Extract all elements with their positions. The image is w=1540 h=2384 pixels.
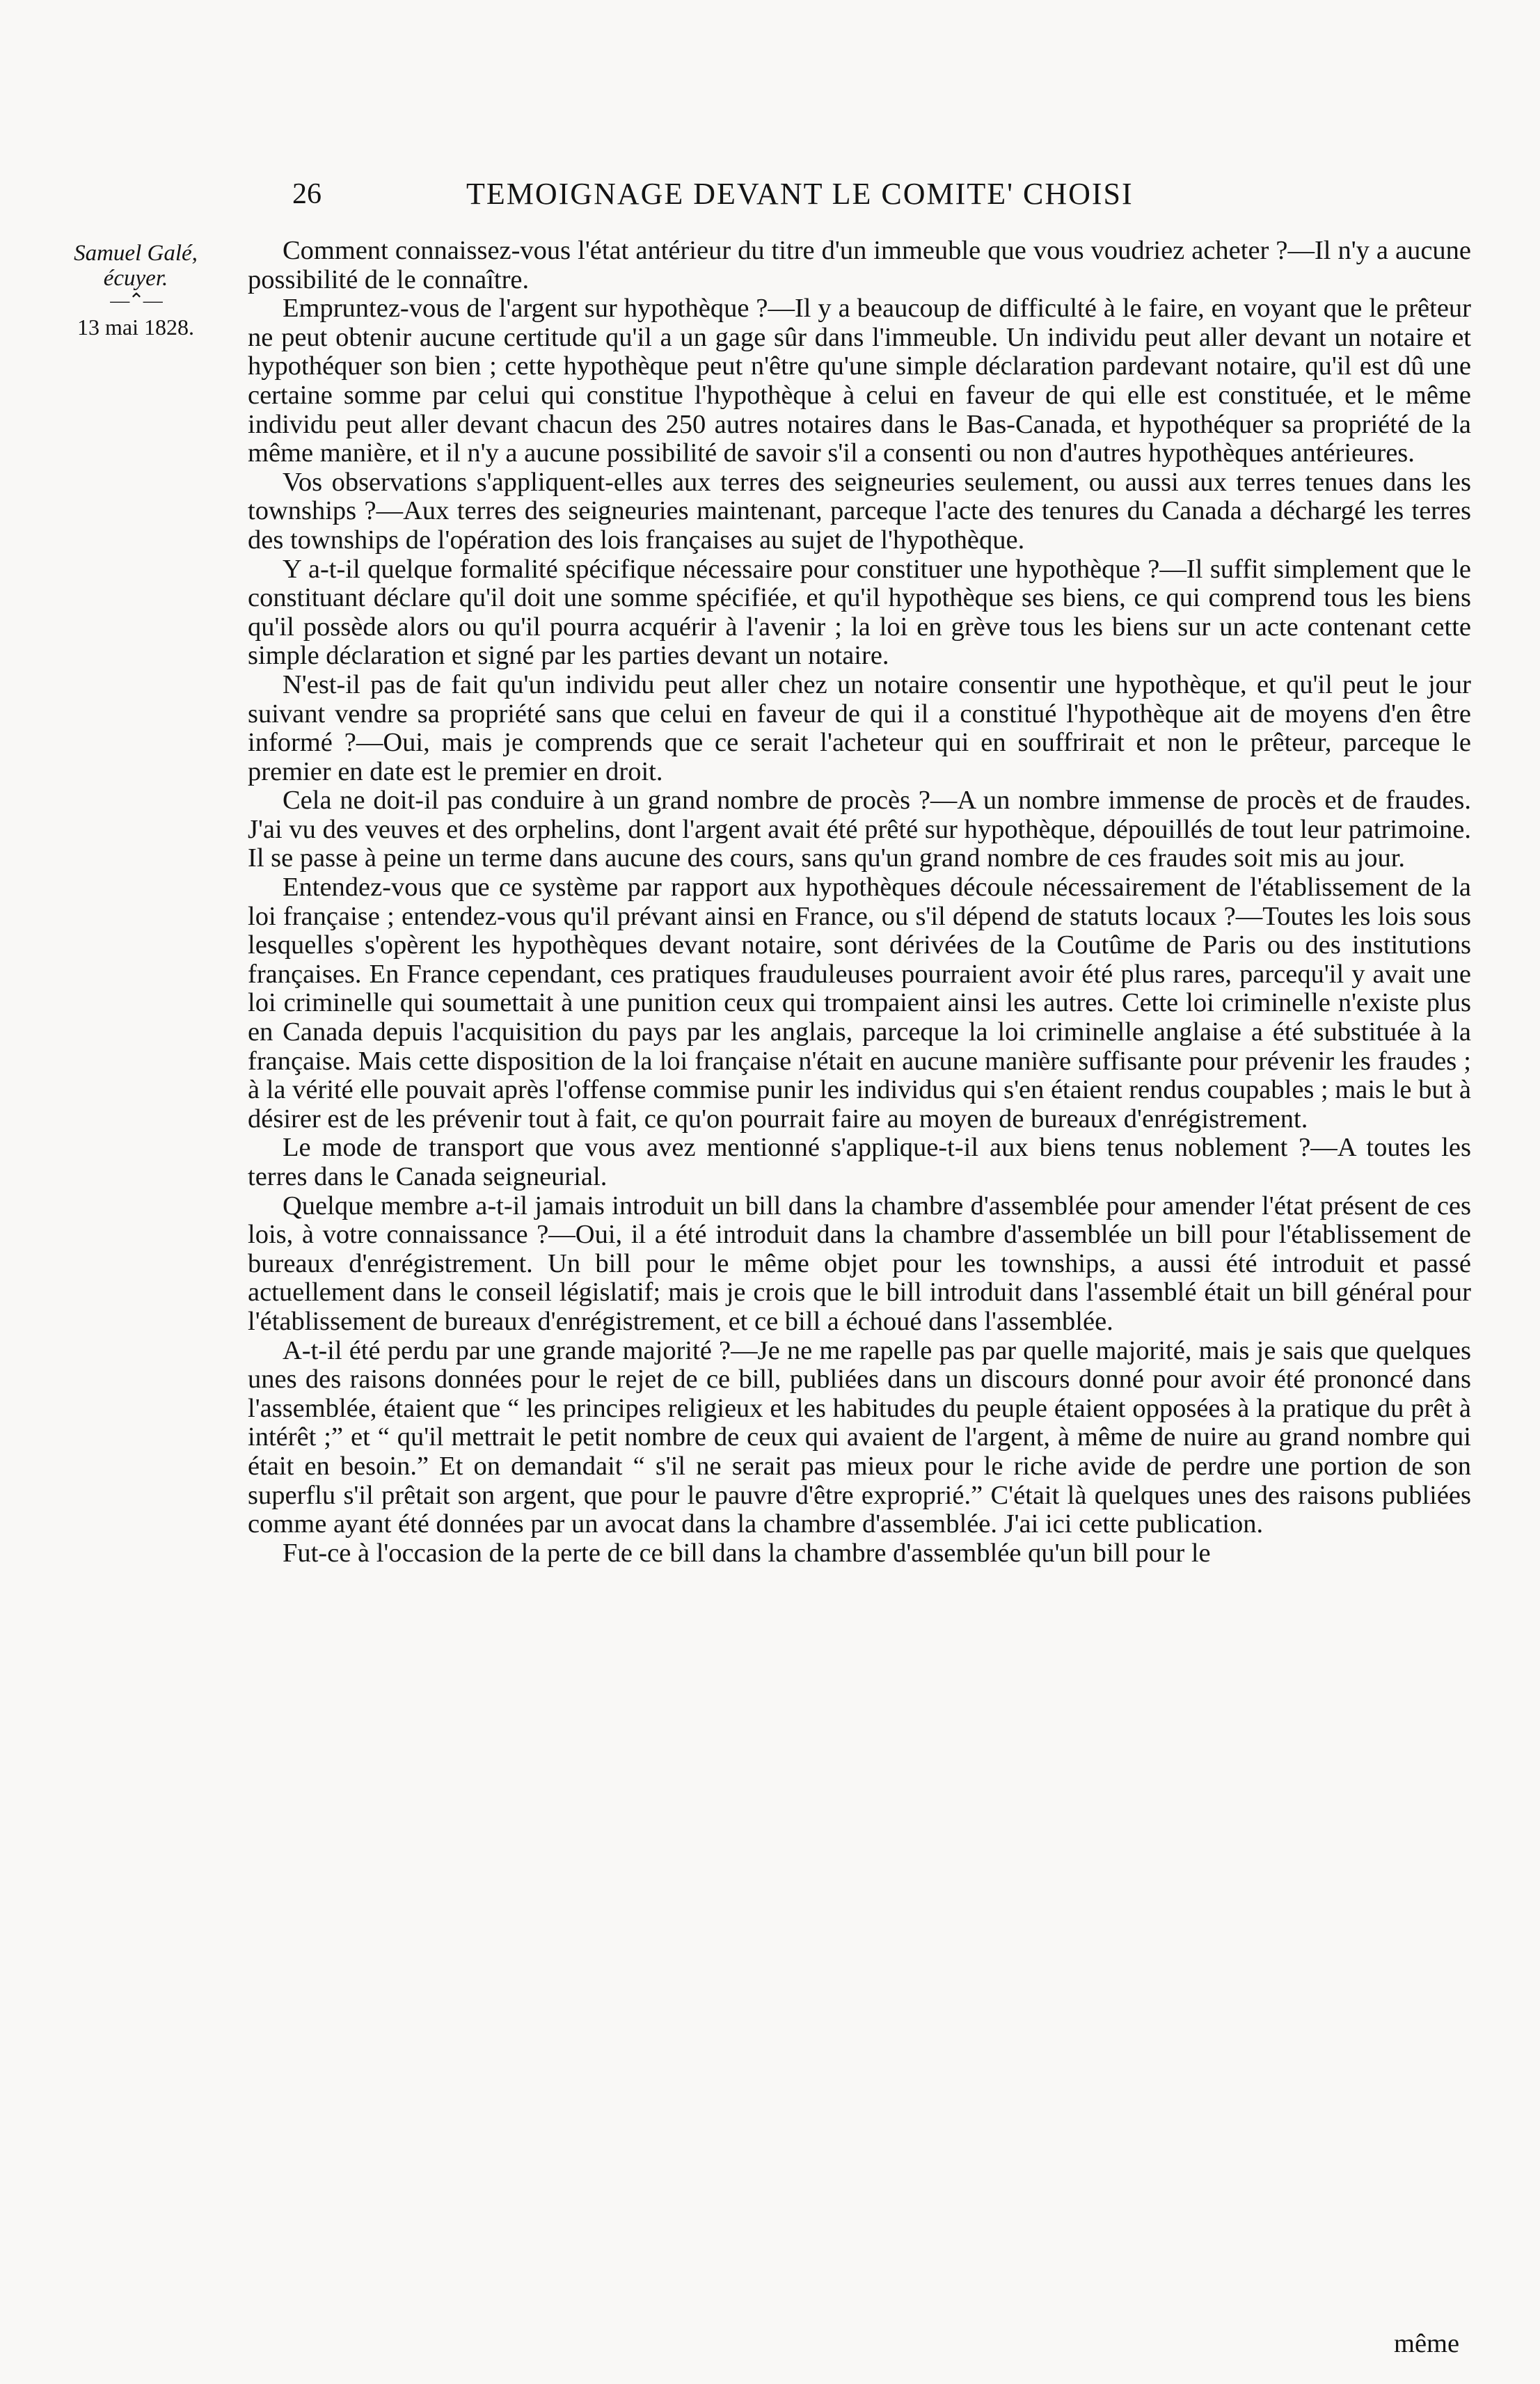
page-header [0, 170, 1540, 218]
paragraph: Le mode de transport que vous avez mentionné s'applique-t-il aux biens tenus noblement ?—A toutes les terres dans le Canada seigneurial. [248, 1133, 1471, 1191]
margin-rule: —⌃— [110, 290, 161, 312]
running-title: TEMOIGNAGE DEVANT LE COMITE' CHOISI [466, 177, 1134, 211]
paragraph: Quelque membre a-t-il jamais introduit un bill dans la chambre d'assemblée pour amender l'état présent de ces lois, à votre connaissance ?—Oui, il a été introduit dans la chambre d'assemblée un bill pour l'établissement de bureaux d'enrégistrement. Un bill pour le même objet pour les townships, a aussi été introduit et passé actuellement dans le conseil législatif; mais je crois que le bill introduit dans l'assemblé était un bill général pour l'établissement de bureaux d'enrégistrement, et ce bill a échoué dans l'assemblée. [248, 1191, 1471, 1336]
body-text [248, 237, 1471, 1568]
paragraph: Vos observations s'appliquent-elles aux terres des seigneuries seulement, ou aussi aux terres tenues dans les townships ?—Aux terres des seigneuries maintenant, parceque l'acte des tenures du Canada a déchargé les terres des townships de l'opération des lois françaises au sujet de l'hypothèque. [248, 467, 1471, 555]
paragraph: A-t-il été perdu par une grande majorité ?—Je ne me rapelle pas par quelle majorité, mais je sais que quelques unes des raisons données pour le rejet de ce bill, publiées dans un discours donné pour avoir été prononcé dans l'assemblée, étaient que “ les principes religieux et les habitudes du peuple étaient opposées à la pratique du prêt à intérêt ;” et “ qu'il mettrait le petit nombre de ceux qui avaient de l'argent, à même de nuire au grand nombre qui était en besoin.” Et on demandait “ s'il ne serait pas mieux pour le riche avide de perdre une portion de son superflu s'il prêtait son argent, que pour le pauvre d'être exproprié.” C'était là quelques unes des raisons publiées comme ayant été données par un avocat dans la chambre d'assemblée. J'ai ici cette publication. [248, 1335, 1471, 1539]
paragraph: Y a-t-il quelque formalité spécifique nécessaire pour constituer une hypothèque ?—Il suffit simplement que le constituant déclare qu'il doit une somme spécifiée, et qu'il hypothèque ses biens, ce qui comprend tous les biens qu'il possède alors ou qu'il pourra acquérir à l'avenir ; la loi en grève tous les biens sur un acte contenant cette simple déclaration et signé par les parties devant un notaire. [248, 554, 1471, 671]
margin-note [38, 241, 233, 340]
paragraph: Cela ne doit-il pas conduire à un grand nombre de procès ?—A un nombre immense de procès et de fraudes. J'ai vu des veuves et des orphelins, dont l'argent avait été prêté sur hypothèque, dépouillés de tout leur patrimoine. Il se passe à peine un terme dans aucune des cours, sans qu'un grand nombre de ces fraudes soit mis au jour. [248, 786, 1471, 873]
paragraph: Entendez-vous que ce système par rapport aux hypothèques découle nécessairement de l'établissement de la loi française ; entendez-vous qu'il prévant ainsi en France, ou s'il dépend de statuts locaux ?—Toutes les lois sous lesquelles s'opèrent les hypothèques devant notaire, sont dérivées de la Coutûme de Paris ou des institutions françaises. En France cependant, ces pratiques frauduleuses pourraient avoir été plus rares, parcequ'il y avait une loi criminelle qui soumettait à une punition ceux qui trompaient ainsi les autres. Cette loi criminelle n'existe plus en Canada depuis l'acquisition du pays par les anglais, parceque la loi criminelle anglaise a été substituée à la française. Mais cette disposition de la loi française n'était en aucune manière suffisante pour prévenir les fraudes ; à la vérité elle pouvait après l'offense commise punir les individus qui s'en étaient rendus coupables ; mais le but à désirer est de les prévenir tout à fait, ce qu'on pourrait faire au moyen de bureaux d'enrégistrement. [248, 873, 1472, 1134]
witness-title: écuyer. [103, 266, 168, 291]
paragraph: Empruntez-vous de l'argent sur hypothèque ?—Il y a beaucoup de difficulté à le faire, en voyant que le prêteur ne peut obtenir aucune certitude qu'il a un gage sûr dans l'immeuble. Un individu peut aller devant un notaire et hypothéquer son bien ; cette hypothèque peut n'être qu'une simple déclaration pardevant notaire, qu'il est dû une certaine somme par celui qui constitue l'hypothèque à celui en faveur de qui elle est constituée, et le même individu peut aller devant chacun des 250 autres notaires dans le Bas-Canada, et hypothéquer sa propriété de la même manière, et il n'y a aucune possibilité de savoir s'il a consenti ou non d'autres hypothèques antérieures. [248, 294, 1471, 468]
testimony-date: 13 mai 1828. [77, 315, 194, 340]
paragraph: N'est-il pas de fait qu'un individu peut aller chez un notaire consentir une hypothèque, et qu'il peut le jour suivant vendre sa propriété sans que celui en faveur de qui il a constitué l'hypothèque ait de moyens d'en être informé ?—Oui, mais je comprends que ce serait l'acheteur qui en souffrirait et non le prêteur, parceque le premier en date est le premier en droit. [248, 669, 1471, 786]
paragraph: Fut-ce à l'occasion de la perte de ce bill dans la chambre d'assemblée qu'un bill pour le [283, 1538, 1211, 1568]
witness-name: Samuel Galé, [74, 241, 198, 266]
trailing-word: même [1394, 2329, 1460, 2358]
paragraph: Comment connaissez-vous l'état antérieur du titre d'un immeuble que vous voudriez acheter ?—Il n'y a aucune possibilité de le connaître. [248, 236, 1471, 294]
page-number: 26 [292, 178, 322, 210]
